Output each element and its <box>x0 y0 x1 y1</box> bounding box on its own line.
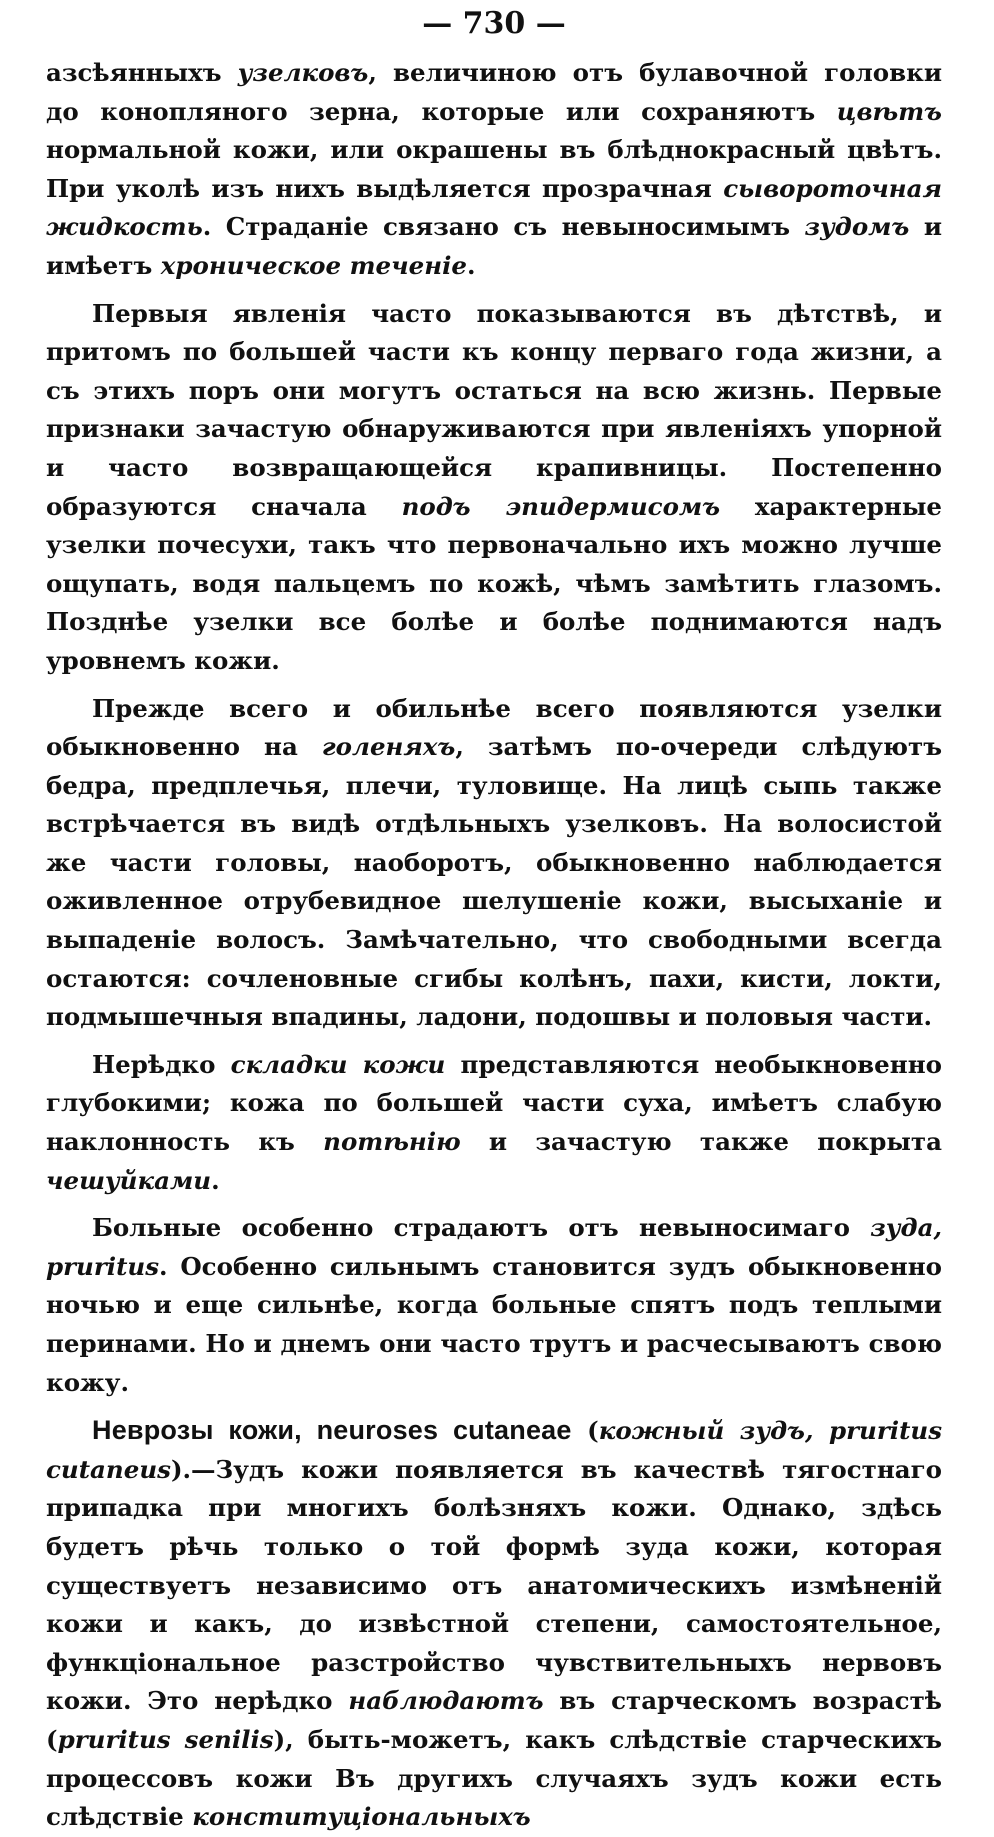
text-run: . <box>466 250 476 280</box>
section-heading: Неврозы кожи, neuroses cutaneae <box>92 1415 572 1446</box>
emphasized-term: потѣнію <box>323 1127 461 1157</box>
emphasized-term: хроническое теченіе <box>160 250 467 280</box>
emphasized-term: конституціональныхъ <box>192 1802 531 1832</box>
emphasized-term: зудомъ <box>804 212 910 242</box>
page-number: — 730 — <box>422 6 566 41</box>
body-text <box>46 54 942 1837</box>
paragraph-2 <box>46 295 942 681</box>
emphasized-term: подъ эпидермисомъ <box>401 491 721 521</box>
text-run: представляются необыкновенно глубокими; кожа по большей части суха, имѣетъ слабую наклонность къ <box>46 1049 942 1157</box>
text-run: . Страданіе связано съ невыносимымъ <box>202 212 805 242</box>
paragraph-6 <box>46 1411 942 1837</box>
text-run: и зачастую также покрыта <box>460 1127 942 1157</box>
text-run: . <box>211 1165 220 1195</box>
text-run: Больные особенно страдаютъ отъ невыносимаго <box>92 1213 871 1243</box>
emphasized-term: наблюдаютъ <box>348 1686 544 1716</box>
text-run: и имѣетъ <box>46 212 942 280</box>
text-run: , затѣмъ по-очереди слѣдуютъ бедра, предплечья, плечи, туловище. На лицѣ сыпь также встрѣчается въ видѣ отдѣльныхъ узелковъ. На волосистой же части головы, наоборотъ, обыкновенно наблюдается оживленное отрубевидное шелушеніе кожи, высыханіе и выпаденіе волосъ. Замѣчательно, что свободными всегда остаются: сочленовные сгибы колѣнъ, пахи, кисти, локти, подмышечныя впадины, ладони, подошвы и половыя части. <box>46 732 942 1032</box>
paragraph-3 <box>46 690 942 1037</box>
text-run: ).—Зудъ кожи появляется въ качествѣ тягостнаго припадка при многихъ болѣзняхъ кожи. Однако, здѣсь будетъ рѣчь только о той формѣ зуда кожи, которая существуетъ независимо отъ анатомическихъ измѣненій кожи и какъ, до извѣстной степени, самостоятельное, функціональное разстройство чувствительныхъ нервовъ кожи. Это нерѣдко <box>46 1454 942 1716</box>
text-run: Первыя явленія часто показываются въ дѣтствѣ, и притомъ по большей части къ концу перваго года жизни, а съ этихъ поръ они могутъ остаться на всю жизнь. Первые признаки зачастую обнаруживаются при явленіяхъ упорной и часто возвращающейся крапивницы. Постепенно образуются сначала <box>46 298 942 521</box>
text-run: , величиною отъ булавочной головки до конопляного зерна, которые или сохраняютъ <box>46 58 943 126</box>
text-run: . Особенно сильнымъ становится зудъ обыкновенно ночью и еще сильнѣе, когда больные спятъ подъ теплыми перинами. Но и днемъ они часто трутъ и расчесываютъ свою кожу. <box>46 1251 942 1397</box>
text-run: ), быть-можетъ, какъ слѣдствіе старческихъ процессовъ кожи Въ другихъ случаяхъ зудъ кожи есть слѣдствіе <box>46 1724 942 1832</box>
emphasized-term: сывороточная жидкость <box>46 173 942 242</box>
paragraph-5 <box>46 1209 942 1402</box>
emphasized-term: складки кожи <box>230 1049 446 1079</box>
emphasized-term: голеняхъ <box>321 732 456 762</box>
emphasized-term: кожный зудъ, pruritus cutaneus <box>46 1416 943 1484</box>
text-run: нормальной кожи, или окрашены въ блѣднокрасный цвѣтъ. При уколѣ изъ нихъ выдѣляется прозрачная <box>46 135 942 203</box>
text-run: характерные узелки почесухи, такъ что первоначально ихъ можно лучше ощупать, водя пальцемъ по кожѣ, чѣмъ замѣтить глазомъ. Позднѣе узелки все болѣе и болѣе поднимаются надъ уровнемъ кожи. <box>46 491 942 675</box>
emphasized-term: чешуйками <box>46 1165 212 1195</box>
paragraph-4 <box>46 1046 942 1200</box>
emphasized-term: зуда, pruritus <box>46 1213 942 1281</box>
emphasized-term: pruritus senilis <box>57 1724 274 1754</box>
emphasized-term: узелковъ <box>237 58 369 87</box>
text-run: азсѣянныхъ <box>46 58 238 87</box>
text-run: Нерѣдко <box>92 1049 231 1079</box>
paragraph-1 <box>46 54 942 286</box>
text-run: въ старческомъ возрастѣ ( <box>46 1686 942 1754</box>
emphasized-term: цвѣтъ <box>836 96 942 126</box>
text-run: ( <box>571 1416 599 1446</box>
text-run: Прежде всего и обильнѣе всего появляются узелки обыкновенно на <box>46 693 942 762</box>
